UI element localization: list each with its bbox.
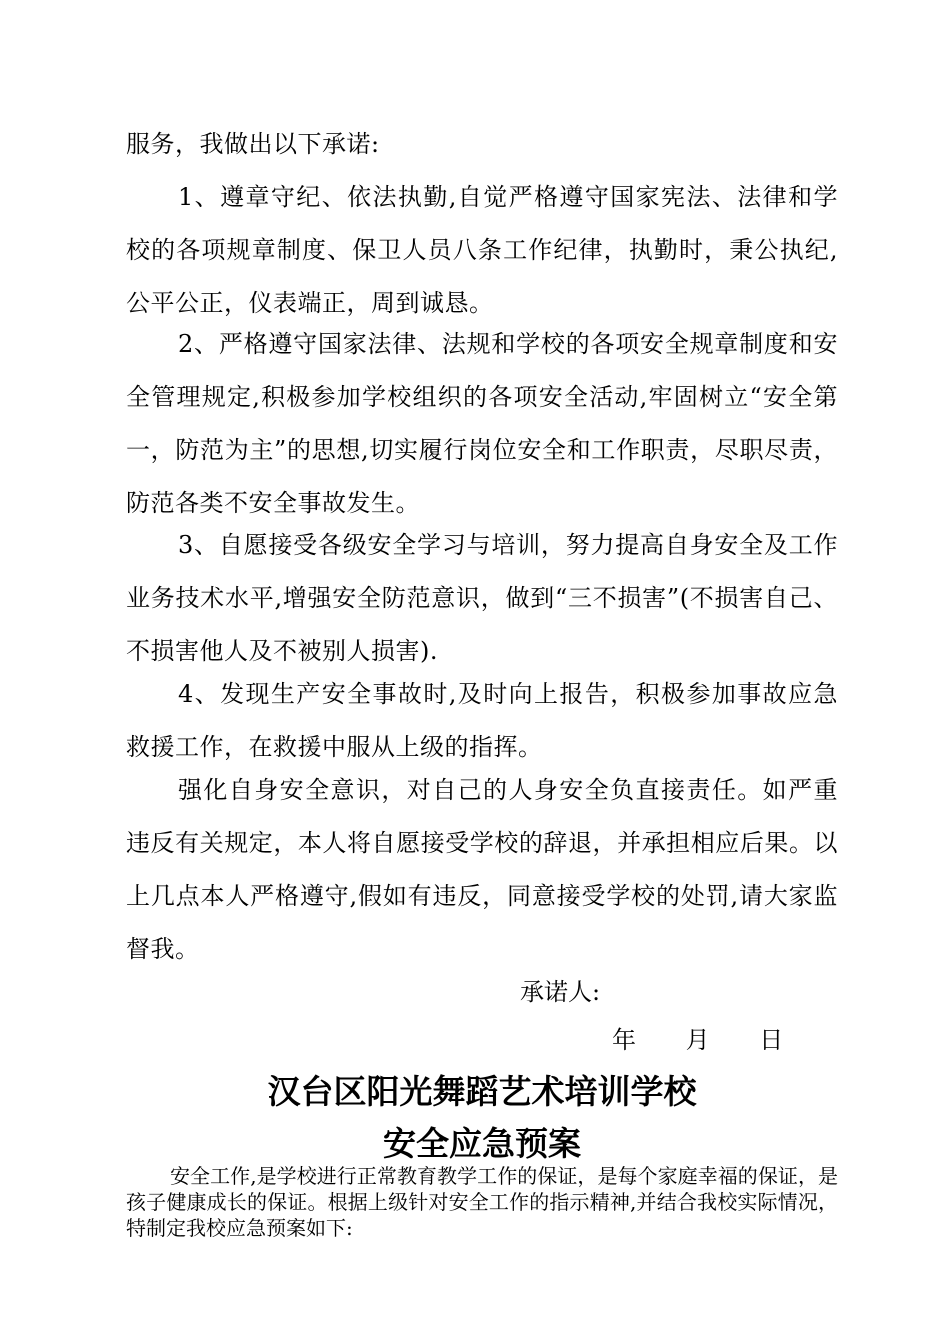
date-year: 年 (612, 1026, 636, 1054)
pledge-closing: 强化自身安全意识，对自己的人身安全负直接责任。如严重违反有关规定，本人将自愿接受学校的辞退，并承担相应后果。以上几点本人严格遵守,假如有违反，同意接受学校的处罚,请大家监督我。 (126, 776, 838, 963)
school-name-heading: 汉台区阳光舞蹈艺术培训学校 (267, 1072, 697, 1111)
pledge-item-1: 1、遵章守纪、依法执勤,自觉严格遵守国家宪法、法律和学校的各项规章制度、保卫人员八条工作纪律，执勤时，秉公执纪,公平公正，仪表端正，周到诚恳。 (126, 183, 838, 317)
pledge-item-3: 3、自愿接受各级安全学习与培训，努力提高自身安全及工作业务技术水平,增强安全防范意识，做到“三不损害”(不损害自己、不损害他人及不被别人损害). (126, 531, 838, 665)
plan-intro: 安全工作,是学校进行正常教育教学工作的保证，是每个家庭幸福的保证，是孩子健康成长的保证。根据上级针对安全工作的指示精神,并结合我校实际情况，特制定我校应急预案如下: (126, 1164, 838, 1240)
date-month: 月 (685, 1026, 710, 1054)
date-line (612, 1014, 807, 1067)
signer-label: 承诺人: (520, 978, 601, 1006)
pledge-item-4: 4、发现生产安全事故时,及时向上报告，积极参加事故应急救援工作，在救援中服从上级的指挥。 (126, 680, 838, 761)
date-day: 日 (759, 1026, 784, 1054)
pledge-item-2: 2、严格遵守国家法律、法规和学校的各项安全规章制度和安全管理规定,积极参加学校组织的各项安全活动,牢固树立“安全第一，防范为主”的思想,切实履行岗位安全和工作职责，尽职尽责，防范各类不安全事故发生。 (126, 330, 838, 517)
plan-title-heading: 安全应急预案 (383, 1124, 581, 1163)
pledge-intro: 服务，我做出以下承诺: (126, 130, 380, 158)
